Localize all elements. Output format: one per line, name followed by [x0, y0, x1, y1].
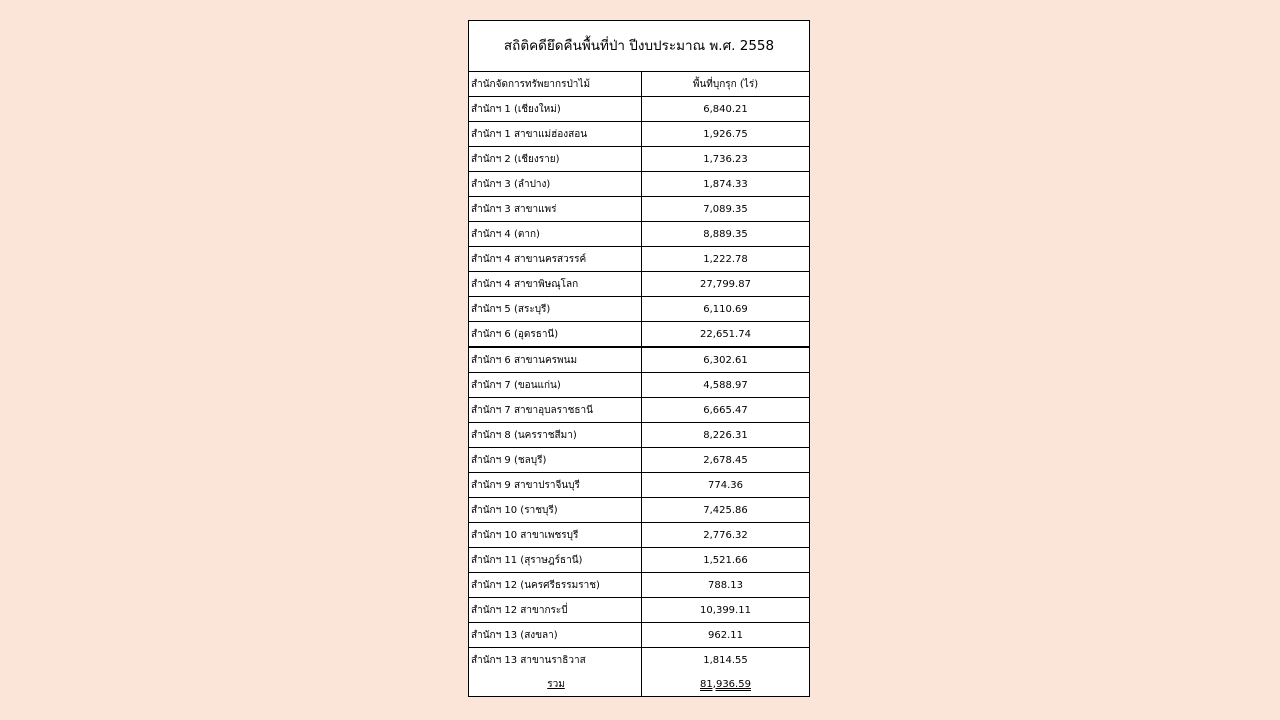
area-value-cell: 1,736.23: [642, 147, 810, 172]
office-name-cell: สำนักฯ 7 (ขอนแก่น): [469, 373, 642, 398]
table-row: [469, 222, 809, 247]
table-body: [469, 97, 809, 673]
office-name-cell: สำนักฯ 7 สาขาอุบลราชธานี: [469, 398, 642, 423]
office-name-cell: สำนักฯ 3 สาขาแพร่: [469, 197, 642, 222]
table-row: [469, 172, 809, 197]
office-name-cell: สำนักฯ 12 สาขากระบี่: [469, 598, 642, 623]
table-row: [469, 473, 809, 498]
area-value-cell: 4,588.97: [642, 373, 810, 398]
table-row: [469, 448, 809, 473]
table-title: สถิติคดียึดคืนพื้นที่ป่า ปีงบประมาณ พ.ศ. 2558: [469, 21, 809, 72]
table-row: [469, 398, 809, 423]
table-row: [469, 347, 809, 373]
area-value-cell: 7,089.35: [642, 197, 810, 222]
area-value-cell: 1,814.55: [703, 654, 748, 666]
table-row: [469, 322, 809, 348]
area-value-cell: 10,399.11: [642, 598, 810, 623]
area-value-cell: 2,678.45: [642, 448, 810, 473]
office-name-cell: สำนักฯ 6 สาขานครพนม: [469, 347, 642, 373]
table-total-row: [469, 672, 809, 696]
area-value-cell: 1,521.66: [642, 548, 810, 573]
office-name-cell: สำนักฯ 3 (ลำปาง): [469, 172, 642, 197]
table-row: [469, 147, 809, 172]
table-row: [469, 423, 809, 448]
area-value-cell: 962.11: [642, 623, 810, 648]
area-value-cell: 8,226.31: [642, 423, 810, 448]
area-value-cell: 1,926.75: [642, 122, 810, 147]
header-area: พื้นที่บุกรุก (ไร่): [642, 72, 810, 97]
area-value-cell: 1,222.78: [642, 247, 810, 272]
total-value-cell: [642, 672, 810, 696]
total-label: รวม: [547, 678, 565, 690]
table-row: [469, 548, 809, 573]
table-row: [469, 97, 809, 122]
office-name-cell: สำนักฯ 13 (สงขลา): [469, 623, 642, 648]
forest-reclaim-table: [469, 72, 809, 696]
area-value-cell: 7,425.86: [642, 498, 810, 523]
area-value-cell: 1,874.33: [642, 172, 810, 197]
office-name-cell: สำนักฯ 2 (เชียงราย): [469, 147, 642, 172]
office-name-cell: สำนักฯ 9 สาขาปราจีนบุรี: [469, 473, 642, 498]
area-value-cell: 6,840.21: [642, 97, 810, 122]
table-row: [469, 623, 809, 648]
table-row: [469, 297, 809, 322]
area-value-cell: 6,302.61: [642, 347, 810, 373]
office-name-cell: สำนักฯ 12 (นครศรีธรรมราช): [469, 573, 642, 598]
total-label-cell: [469, 672, 642, 696]
area-value-cell: 8,889.35: [642, 222, 810, 247]
area-value-cell: 6,110.69: [642, 297, 810, 322]
table-row: [469, 122, 809, 147]
table-row: [469, 573, 809, 598]
office-name-cell: สำนักฯ 11 (สุราษฎร์ธานี): [469, 548, 642, 573]
table-row: [469, 523, 809, 548]
office-name-cell: สำนักฯ 13 สาขานราธิวาส: [469, 648, 642, 673]
table-header-row: [469, 72, 809, 97]
office-name-cell: สำนักฯ 10 สาขาเพชรบุรี: [469, 523, 642, 548]
office-name-cell: สำนักฯ 1 (เชียงใหม่): [469, 97, 642, 122]
area-value-cell: 774.36: [642, 473, 810, 498]
area-value-cell: 22,651.74: [642, 322, 810, 348]
table-row: [469, 598, 809, 623]
office-name-cell: สำนักฯ 4 สาขานครสวรรค์: [469, 247, 642, 272]
table-row: [469, 247, 809, 272]
header-office: สำนักจัดการทรัพยากรป่าไม้: [469, 72, 642, 97]
table-row: [469, 498, 809, 523]
area-value-cell: 27,799.87: [642, 272, 810, 297]
area-value-cell: 2,776.32: [642, 523, 810, 548]
office-name-cell: สำนักฯ 9 (ชลบุรี): [469, 448, 642, 473]
office-name-cell: สำนักฯ 8 (นครราชสีมา): [469, 423, 642, 448]
table-row: [469, 197, 809, 222]
total-value: 81,936.59: [700, 678, 751, 690]
office-name-cell: สำนักฯ 4 สาขาพิษณุโลก: [469, 272, 642, 297]
office-name-cell: สำนักฯ 10 (ราชบุรี): [469, 498, 642, 523]
table-row: [469, 272, 809, 297]
area-value-cell: 788.13: [642, 573, 810, 598]
table-row: [469, 373, 809, 398]
area-value-cell: 6,665.47: [642, 398, 810, 423]
office-name-cell: สำนักฯ 4 (ตาก): [469, 222, 642, 247]
office-name-cell: สำนักฯ 1 สาขาแม่ฮ่องสอน: [469, 122, 642, 147]
statistics-document: [468, 20, 810, 697]
office-name-cell: สำนักฯ 5 (สระบุรี): [469, 297, 642, 322]
office-name-cell: สำนักฯ 6 (อุดรธานี): [469, 322, 642, 348]
table-row: [469, 648, 809, 673]
